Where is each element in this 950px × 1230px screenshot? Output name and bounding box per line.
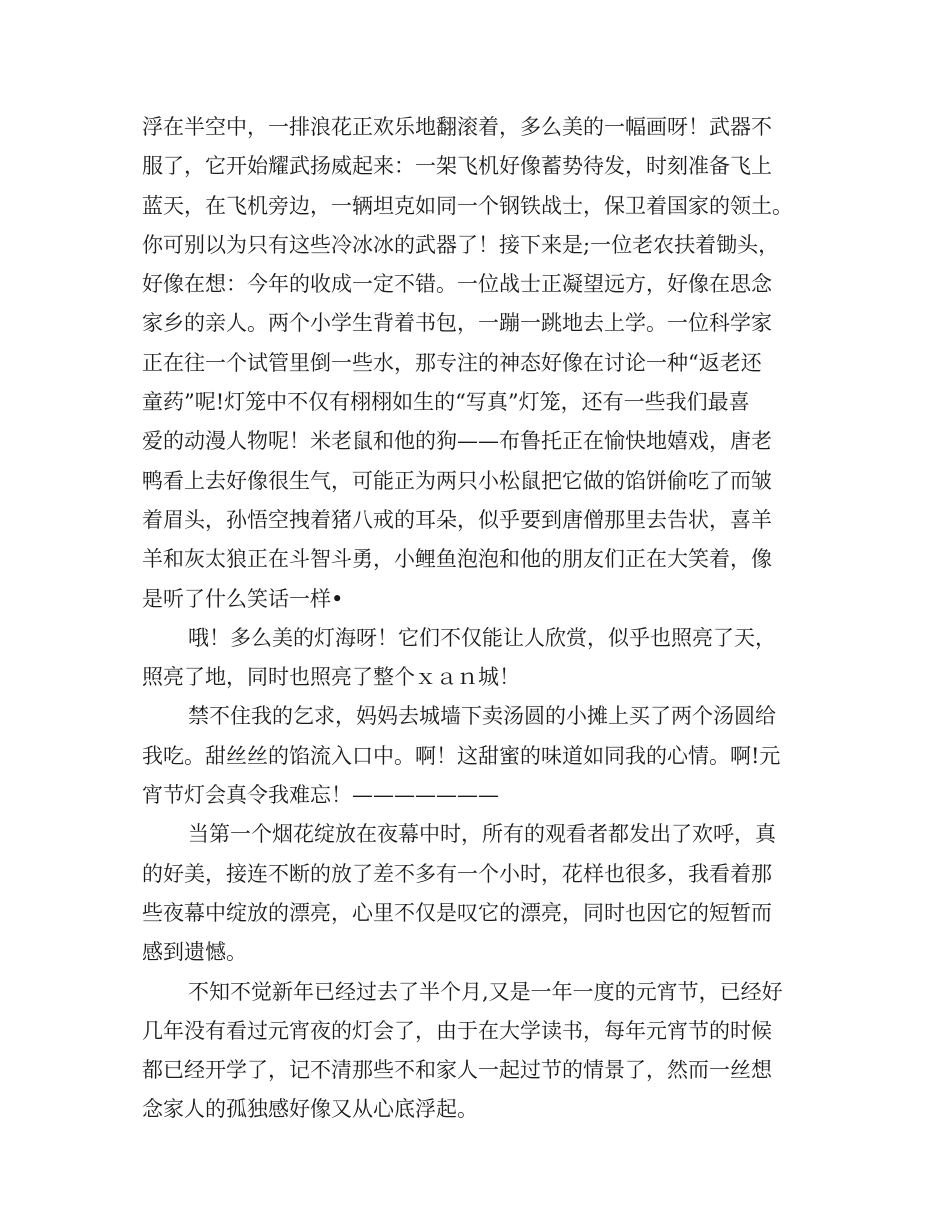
text-line: 念家人的孤独感好像又从心底浮起。 xyxy=(142,1097,478,1122)
text-line: 些夜幕中绽放的漂亮，心里不仅是叹它的漂亮，同时也因它的短暂而 xyxy=(142,900,772,925)
text-line: 不知不觉新年已经过去了半个月,又是一年一度的元宵节，已经好 xyxy=(188,979,783,1004)
text-line: 照亮了地，同时也照亮了整个ｘａｎ城！ xyxy=(142,665,520,690)
text-line: 家乡的亲人。两个小学生背着书包，一蹦一跳地去上学。一位科学家 xyxy=(142,311,772,336)
text-line: 羊和灰太狼正在斗智斗勇，小鲤鱼泡泡和他的朋友们正在大笑着，像 xyxy=(142,547,772,572)
document-body xyxy=(142,108,812,1130)
text-line: 哦！多么美的灯海呀！它们不仅能让人欣赏，似乎也照亮了天， xyxy=(188,625,776,650)
text-line: 几年没有看过元宵夜的灯会了，由于在大学读书，每年元宵节的时候 xyxy=(142,1018,772,1043)
text-line: 童药”呢!灯笼中不仅有栩栩如生的“写真”灯笼，还有一些我们最喜 xyxy=(142,390,750,415)
text-line: 当第一个烟花绽放在夜幕中时，所有的观看者都发出了欢呼，真 xyxy=(188,822,776,847)
text-line: 禁不住我的乞求，妈妈去城墙下卖汤圆的小摊上买了两个汤圆给 xyxy=(188,704,776,729)
text-line: 是听了什么笑话一样• xyxy=(142,586,344,611)
text-line: 的好美，接连不断的放了差不多有一个小时，花样也很多，我看着那 xyxy=(142,861,772,886)
text-line: 鸭看上去好像很生气，可能正为两只小松鼠把它做的馅饼偷吃了而皱 xyxy=(142,468,772,493)
paragraph xyxy=(142,619,812,698)
paragraph xyxy=(142,815,812,972)
text-line: 我吃。甜丝丝的馅流入口中。啊！这甜蜜的味道如同我的心情。啊!元 xyxy=(142,743,781,768)
text-line: 服了，它开始耀武扬威起来：一架飞机好像蓄势待发，时刻准备飞上 xyxy=(142,154,772,179)
text-line: 好像在想：今年的收成一定不错。一位战士正凝望远方，好像在思念 xyxy=(142,272,772,297)
text-line: 着眉头，孙悟空拽着猪八戒的耳朵，似乎要到唐僧那里去告状，喜羊 xyxy=(142,507,772,532)
text-line: 宵节灯会真令我难忘！——————— xyxy=(142,783,499,808)
text-line: 正在往一个试管里倒一些水，那专注的神态好像在讨论一种“返老还 xyxy=(142,350,762,375)
paragraph xyxy=(142,697,812,815)
text-line: 你可别以为只有这些冷冰冰的武器了！接下来是;一位老农扶着锄头， xyxy=(142,232,780,257)
text-line: 爱的动漫人物呢！米老鼠和他的狗——布鲁托正在愉快地嬉戏，唐老 xyxy=(142,429,772,454)
paragraph xyxy=(142,973,812,1130)
text-line: 蓝天，在飞机旁边，一辆坦克如同一个钢铁战士，保卫着国家的领土。 xyxy=(142,193,793,218)
text-line: 感到遗憾。 xyxy=(142,940,247,965)
text-line: 都已经开学了，记不清那些不和家人一起过节的情景了，然而一丝想 xyxy=(142,1058,772,1083)
text-line: 浮在半空中，一排浪花正欢乐地翻滚着，多么美的一幅画呀！武器不 xyxy=(142,115,772,139)
paragraph xyxy=(142,108,812,619)
